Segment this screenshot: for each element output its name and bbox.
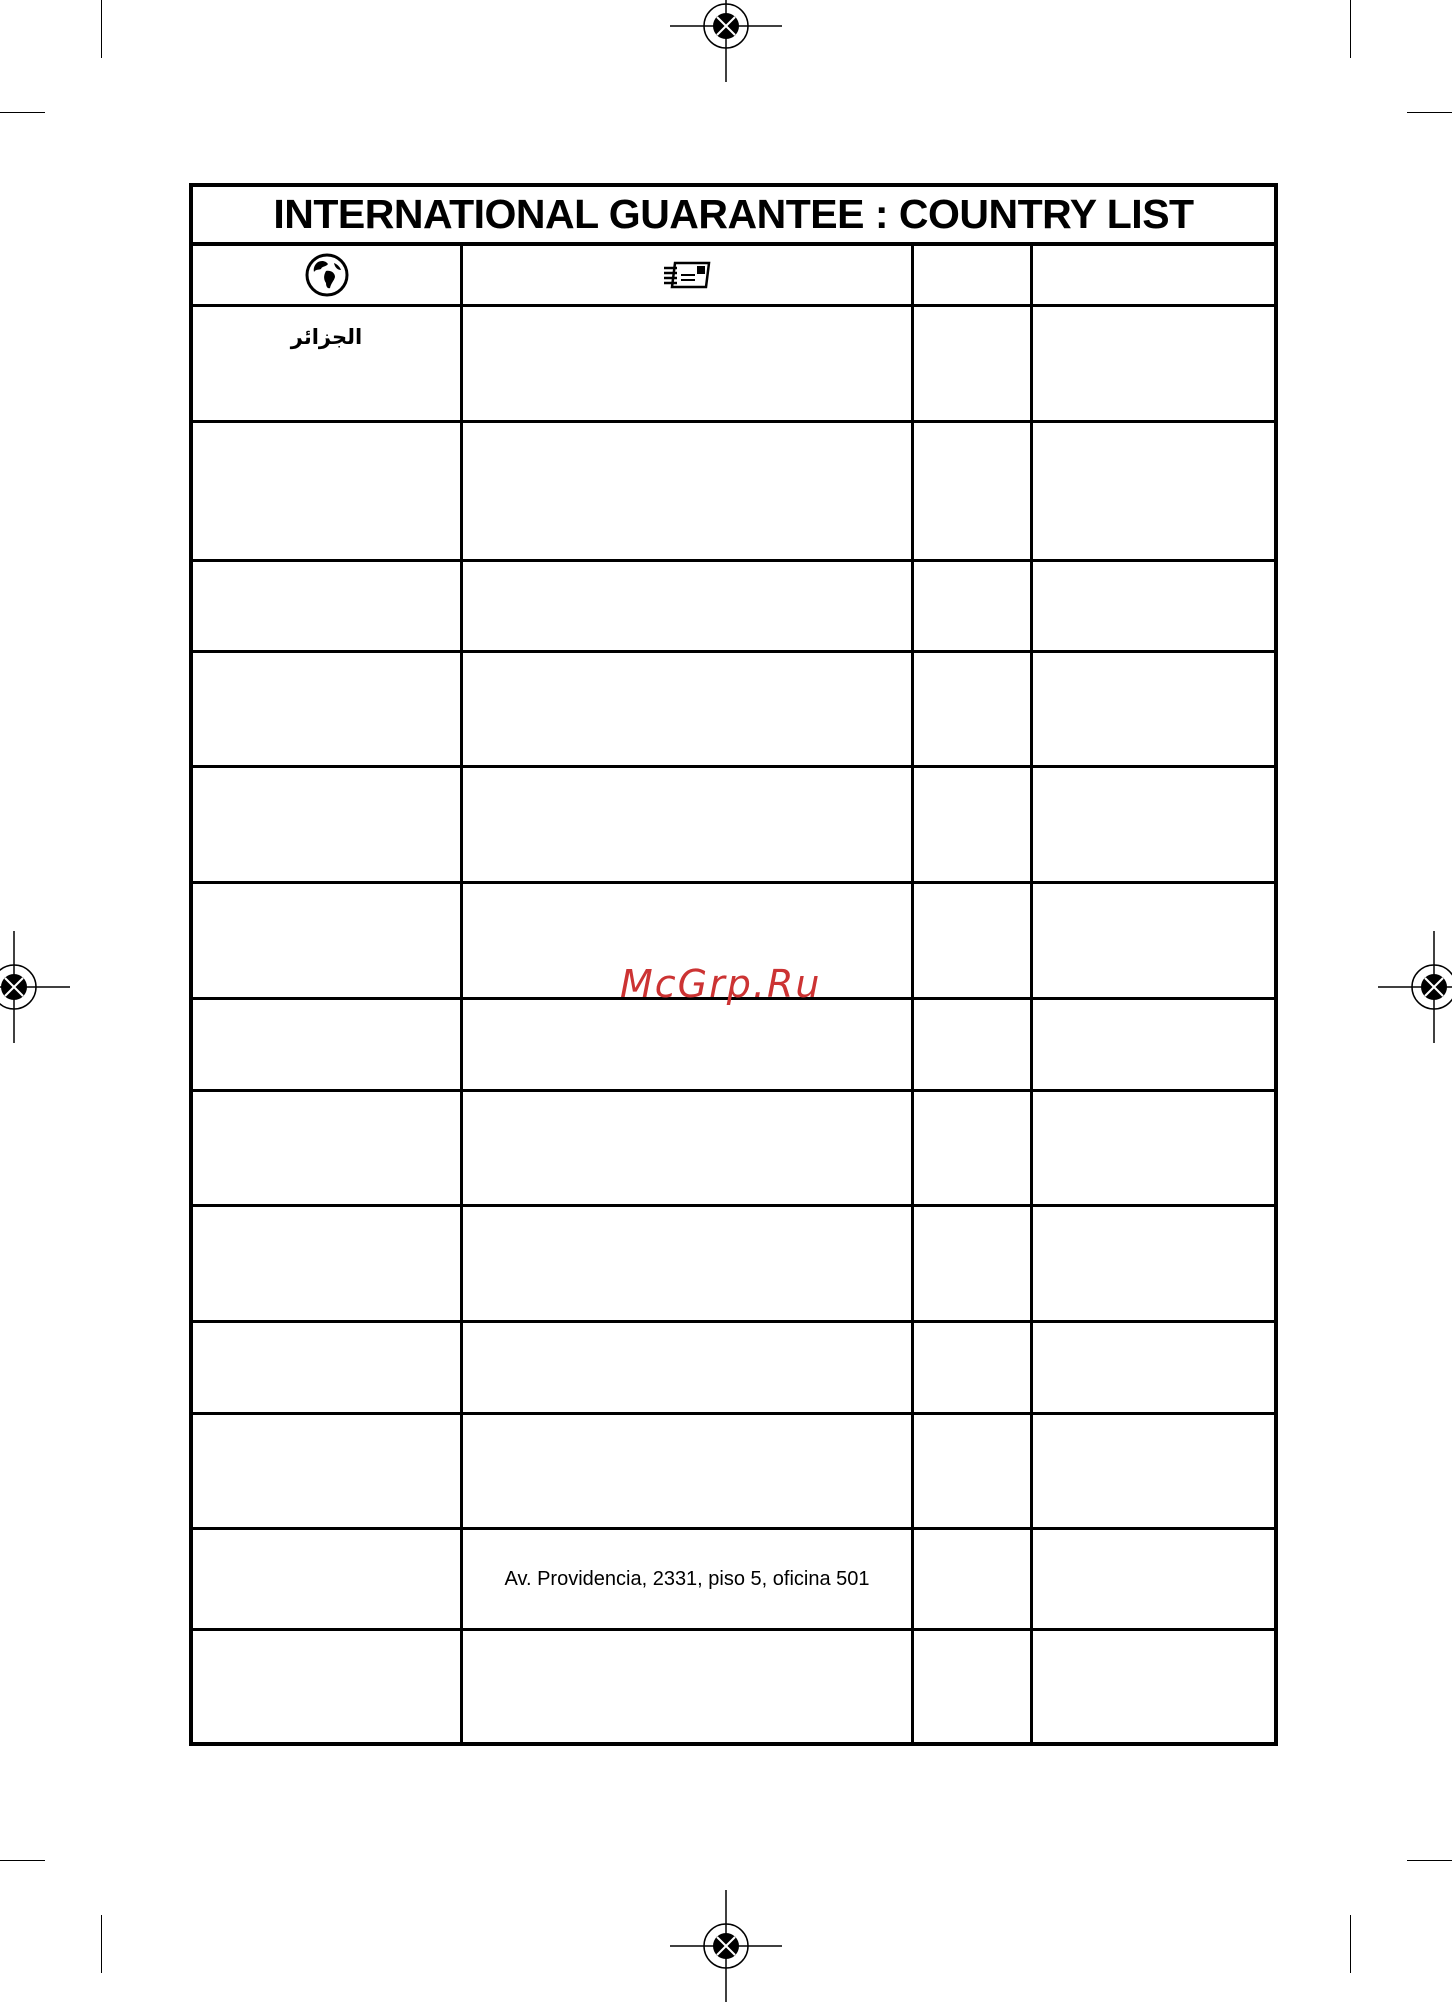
registration-mark-bottom <box>670 1890 782 2002</box>
row-divider <box>193 1412 1274 1415</box>
mail-icon <box>663 260 711 290</box>
crop-mark <box>0 112 45 113</box>
header-cell-address <box>463 246 911 304</box>
crop-mark <box>0 1860 45 1861</box>
registration-mark-right <box>1378 931 1452 1043</box>
column-divider <box>911 246 914 1742</box>
row-divider <box>193 1628 1274 1631</box>
row-divider <box>193 420 1274 423</box>
row-divider <box>193 559 1274 562</box>
country-cell <box>193 307 460 367</box>
row-divider <box>193 1204 1274 1207</box>
column-divider <box>460 246 463 1742</box>
country-name: الجزائر <box>290 325 363 349</box>
row-divider <box>193 881 1274 884</box>
row-divider <box>193 1089 1274 1092</box>
watermark: McGrp.Ru <box>620 962 822 1006</box>
registration-mark-left <box>0 931 70 1043</box>
registration-mark-top <box>670 0 782 82</box>
row-divider <box>193 650 1274 653</box>
row-divider <box>193 1320 1274 1323</box>
globe-icon <box>304 252 350 298</box>
address-cell <box>463 1530 911 1628</box>
header-cell-country <box>193 246 460 304</box>
crop-mark <box>1407 112 1452 113</box>
page-title: INTERNATIONAL GUARANTEE : COUNTRY LIST <box>273 191 1194 237</box>
title-bar <box>193 187 1274 246</box>
crop-mark <box>1350 1915 1351 1973</box>
row-divider <box>193 765 1274 768</box>
crop-mark <box>1350 0 1351 58</box>
column-divider <box>1030 246 1033 1742</box>
address-text: Av. Providencia, 2331, piso 5, oficina 501 <box>504 1567 870 1590</box>
crop-mark <box>101 0 102 58</box>
crop-mark <box>1407 1860 1452 1861</box>
crop-mark <box>101 1915 102 1973</box>
